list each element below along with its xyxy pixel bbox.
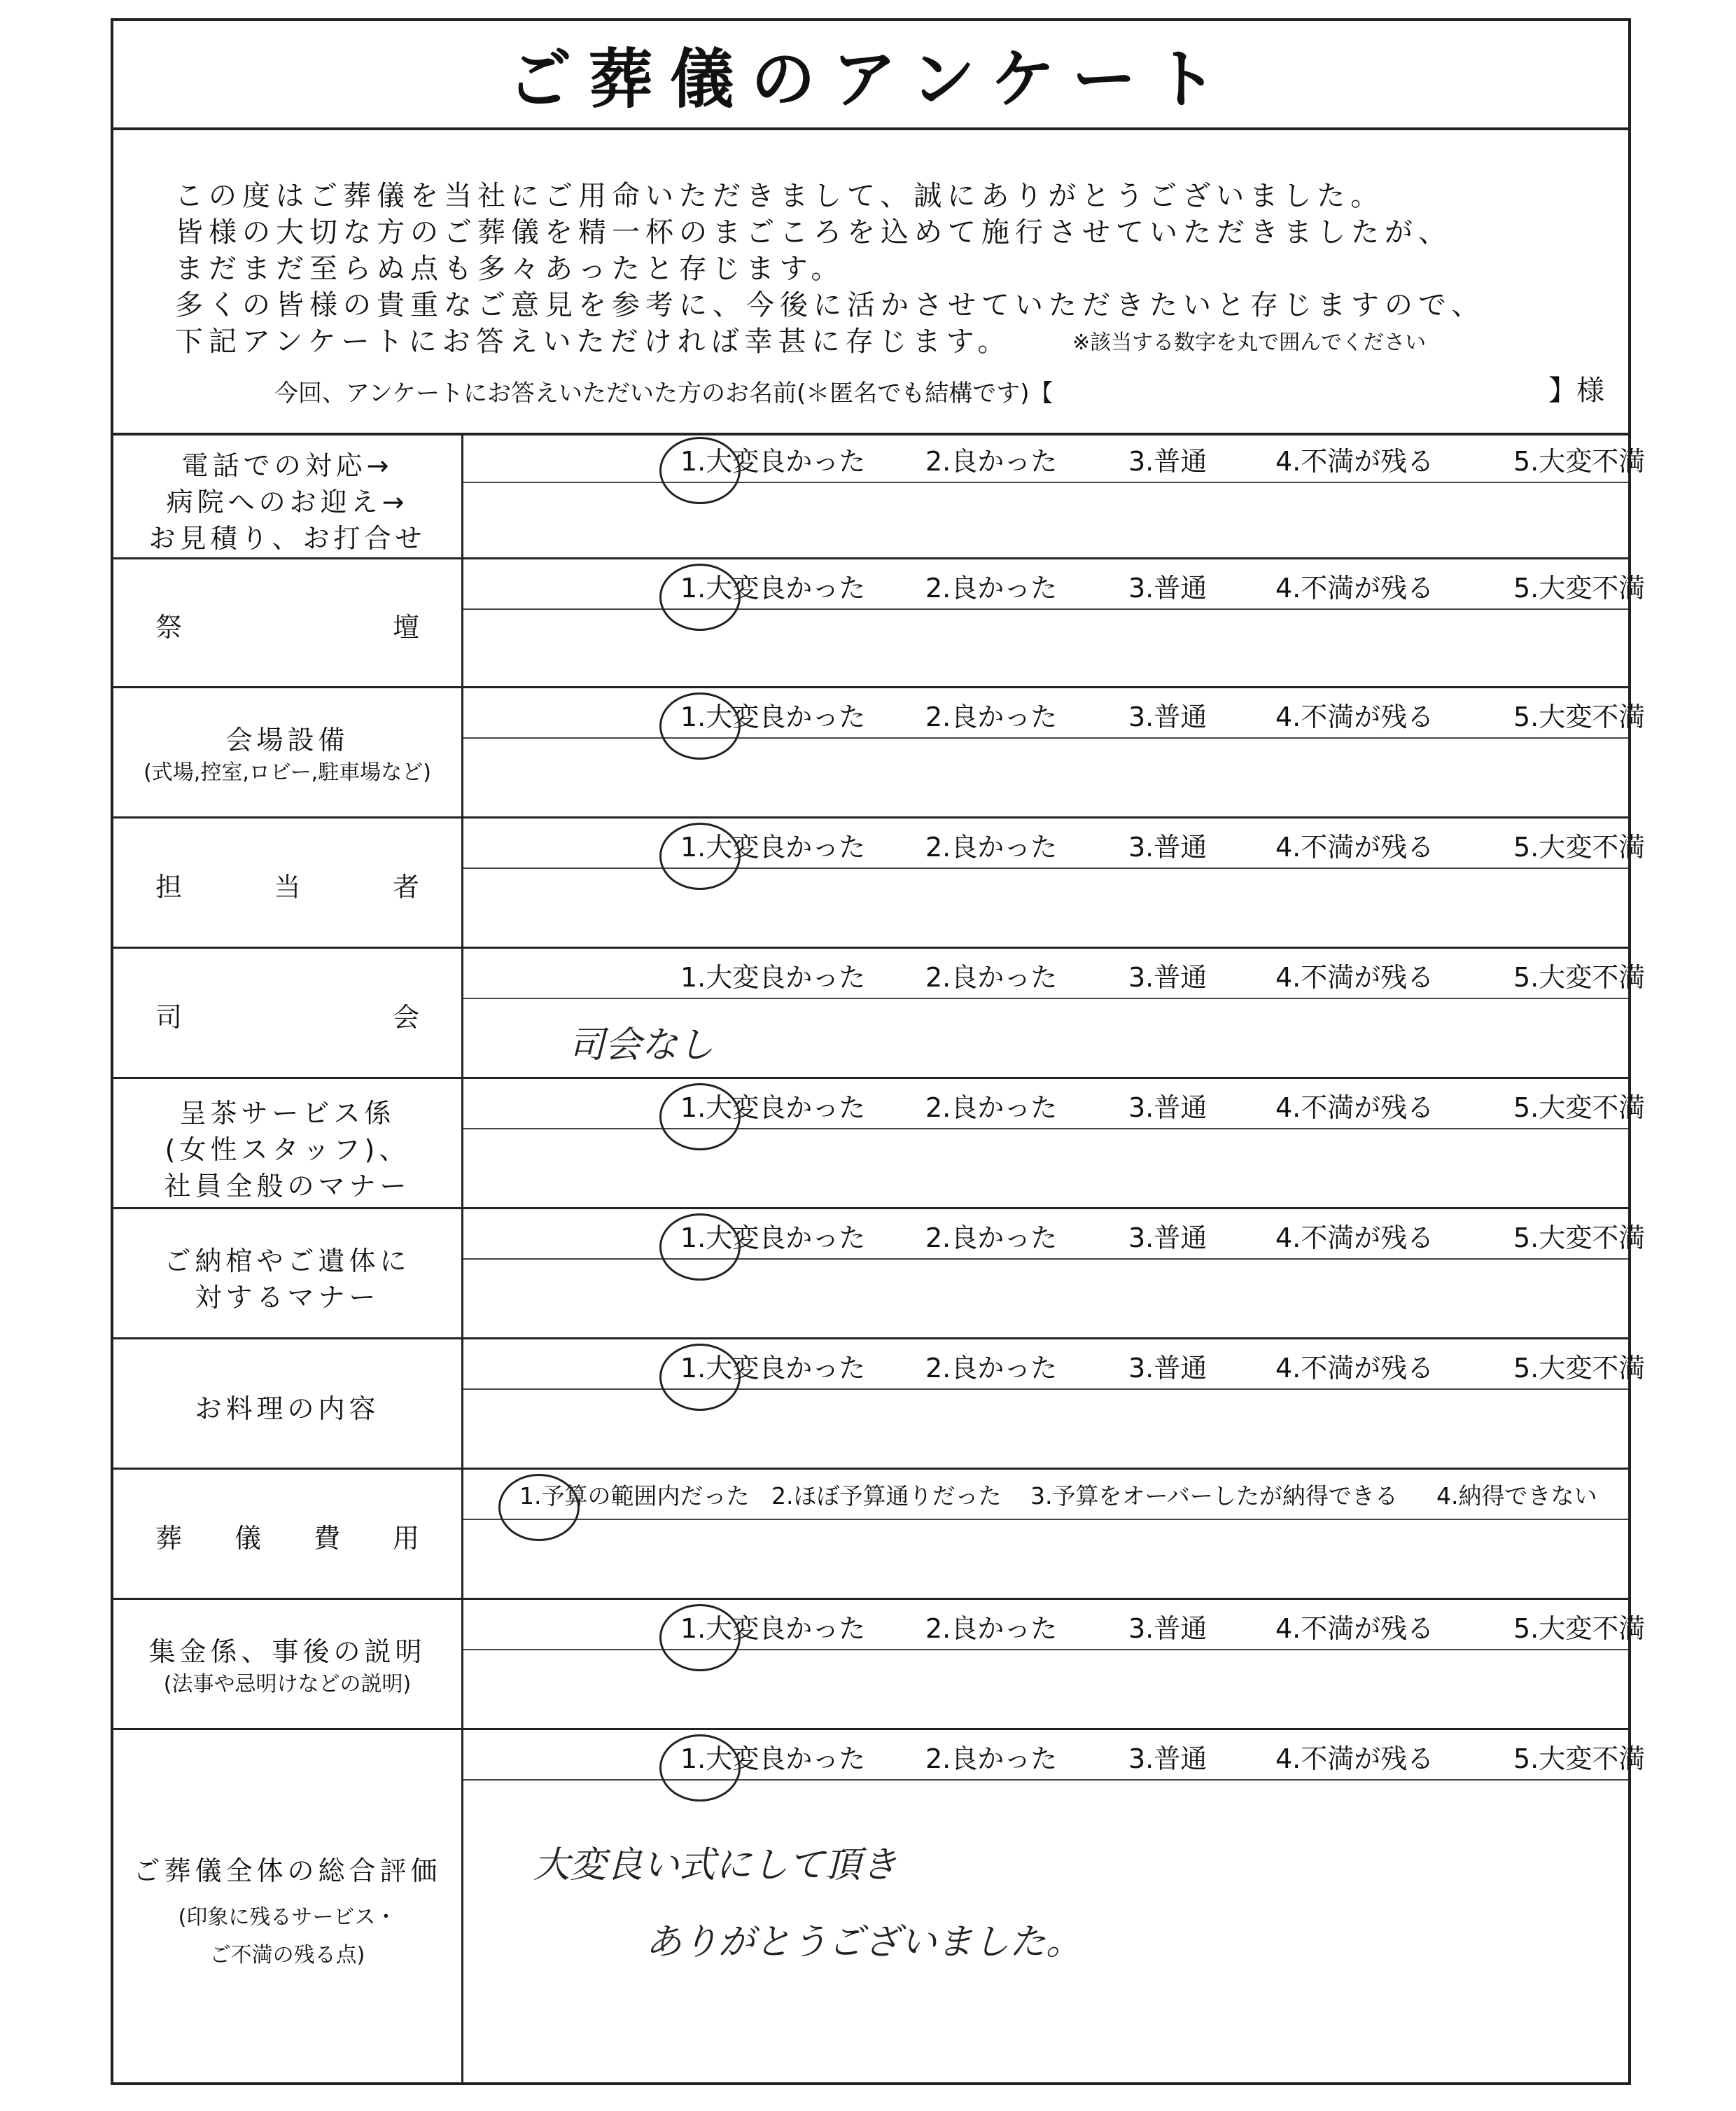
handwritten-comment: ありがとうございました。 bbox=[645, 1921, 1083, 1963]
survey-row bbox=[113, 688, 1646, 818]
row-label-char: 会 bbox=[392, 1002, 419, 1033]
rating-option-3[interactable]: 3.普通 bbox=[1128, 1222, 1208, 1253]
rating-option-4[interactable]: 4.不満が残る bbox=[1275, 446, 1434, 477]
row-label-cell bbox=[113, 949, 463, 1077]
rating-option-3[interactable]: 3.普通 bbox=[1128, 1743, 1208, 1774]
row-label-cell bbox=[113, 818, 463, 947]
row-label-cell bbox=[113, 433, 463, 557]
rating-option-1[interactable]: 1.大変良かった bbox=[680, 962, 866, 993]
selection-circle bbox=[659, 1213, 741, 1281]
row-label: お料理の内容 bbox=[195, 1393, 380, 1424]
rating-option-4[interactable]: 4.不満が残る bbox=[1275, 1092, 1434, 1123]
row-label: 集金係、事後の説明 bbox=[148, 1636, 426, 1667]
rating-option-4[interactable]: 4.不満が残る bbox=[1275, 1613, 1434, 1644]
rating-option-5[interactable]: 5.大変不満 bbox=[1513, 702, 1646, 732]
rating-options bbox=[463, 1209, 1646, 1260]
rating-option-2[interactable]: 2.良かった bbox=[925, 446, 1058, 477]
row-label: 電話での対応→ bbox=[181, 450, 393, 481]
rating-option-1[interactable]: 1.大変良かった bbox=[680, 702, 866, 732]
rating-options bbox=[463, 1730, 1646, 1781]
selection-circle bbox=[498, 1474, 580, 1541]
intro-line: まだまだ至らぬ点も多々あったと存じます。 bbox=[175, 253, 845, 285]
row-label-char: 葬 bbox=[155, 1523, 183, 1554]
rating-option-4[interactable]: 4.不満が残る bbox=[1275, 1353, 1434, 1384]
row-label: 呈茶サービス係 bbox=[179, 1098, 396, 1129]
row-label-cell bbox=[113, 1470, 463, 1598]
rating-option-4[interactable]: 4.不満が残る bbox=[1275, 702, 1434, 732]
selection-circle bbox=[659, 1344, 741, 1411]
page-title: ご葬儀のアンケート bbox=[507, 42, 1235, 117]
row-label bbox=[155, 865, 419, 904]
row-label-char: 儀 bbox=[234, 1523, 261, 1554]
rating-option-3[interactable]: 3.普通 bbox=[1128, 1613, 1208, 1644]
row-sublabel: (式場,控室,ロビー,駐車場など) bbox=[144, 760, 431, 785]
row-sublabel: (印象に残るサービス・ bbox=[178, 1905, 397, 1930]
row-label-char: 祭 bbox=[155, 612, 183, 643]
rating-option-4[interactable]: 4.不満が残る bbox=[1275, 573, 1434, 604]
row-label-cell bbox=[113, 1600, 463, 1728]
row-label bbox=[155, 1517, 419, 1555]
row-label-cell bbox=[113, 1339, 463, 1468]
rating-option-3[interactable]: 3.普通 bbox=[1128, 1092, 1208, 1123]
rating-option-5[interactable]: 5.大変不満 bbox=[1513, 1353, 1646, 1384]
intro-line: 皆様の大切な方のご葬儀を精一杯のまごころを込めて施行させていただきましたが、 bbox=[175, 216, 1452, 249]
row-label: 会場設備 bbox=[225, 725, 349, 755]
rating-option-5[interactable]: 5.大変不満 bbox=[1513, 1743, 1646, 1774]
survey-row bbox=[113, 559, 1646, 688]
row-label-char: 当 bbox=[274, 872, 301, 903]
survey-sheet bbox=[111, 18, 1646, 2085]
survey-grid bbox=[113, 433, 1646, 2082]
respondent-name-label: 今回、アンケートにお答えいただいた方のお名前(＊匿名でも結構です)【 bbox=[274, 379, 1054, 407]
rating-options bbox=[463, 1339, 1646, 1390]
row-label: 対するマナー bbox=[195, 1282, 380, 1313]
rating-options bbox=[463, 559, 1646, 610]
rating-option-2[interactable]: 2.良かった bbox=[925, 1613, 1058, 1644]
rating-options bbox=[463, 688, 1646, 739]
rating-options bbox=[463, 1079, 1646, 1129]
rating-option-5[interactable]: 5.大変不満 bbox=[1513, 573, 1646, 604]
rating-option-4[interactable]: 4.不満が残る bbox=[1275, 962, 1434, 993]
row-label-char: 担 bbox=[155, 872, 183, 903]
rating-options bbox=[463, 1600, 1646, 1650]
handwritten-comment: 大変良い式にして頂き bbox=[533, 1844, 898, 1886]
rating-option-3[interactable]: 3.普通 bbox=[1128, 962, 1208, 993]
rating-option-3[interactable]: 3.普通 bbox=[1128, 1353, 1208, 1384]
rating-option-1[interactable]: 1.大変良かった bbox=[680, 1092, 866, 1123]
survey-row bbox=[113, 818, 1646, 949]
survey-row bbox=[113, 949, 1646, 1079]
rating-option-2[interactable]: 2.良かった bbox=[925, 1092, 1058, 1123]
rating-option-3[interactable]: 3.普通 bbox=[1128, 702, 1208, 732]
rating-options bbox=[463, 818, 1646, 869]
rating-option-1[interactable]: 1.大変良かった bbox=[680, 1743, 866, 1774]
row-label-cell bbox=[113, 559, 463, 686]
row-label: ご納棺やご遺体に bbox=[164, 1246, 411, 1276]
rating-options bbox=[463, 433, 1646, 483]
row-label-char: 司 bbox=[155, 1002, 183, 1033]
survey-row bbox=[113, 1339, 1646, 1470]
rating-options bbox=[463, 1470, 1628, 1520]
rating-option-4[interactable]: 4.不満が残る bbox=[1275, 832, 1434, 863]
handwritten-comment: 司会なし bbox=[568, 1024, 715, 1066]
rating-option-5[interactable]: 5.大変不満 bbox=[1513, 1222, 1646, 1253]
row-label-char: 者 bbox=[392, 872, 419, 903]
rating-option-1[interactable]: 1.大変良かった bbox=[680, 446, 866, 477]
survey-row bbox=[113, 1209, 1646, 1339]
rating-options bbox=[463, 949, 1646, 999]
rating-option-5[interactable]: 5.大変不満 bbox=[1513, 1092, 1646, 1123]
survey-row bbox=[113, 433, 1646, 559]
rating-option-1[interactable]: 1.大変良かった bbox=[680, 832, 866, 863]
survey-row bbox=[113, 1079, 1646, 1209]
row-label: お見積り、お打合せ bbox=[148, 522, 426, 554]
rating-option-1[interactable]: 1.大変良かった bbox=[680, 573, 866, 604]
row-sublabel: (法事や忌明けなどの説明) bbox=[163, 1672, 412, 1697]
row-label-char: 壇 bbox=[392, 612, 419, 643]
title-box bbox=[113, 21, 1628, 130]
selection-circle bbox=[659, 692, 741, 760]
row-label-char: 費 bbox=[313, 1523, 340, 1554]
rating-option-2[interactable]: 2.良かった bbox=[925, 832, 1058, 863]
row-label-char: 用 bbox=[392, 1523, 419, 1554]
rating-option-5[interactable]: 5.大変不満 bbox=[1513, 832, 1646, 863]
rating-option-1[interactable]: 1.大変良かった bbox=[680, 1222, 866, 1253]
rating-option-2[interactable]: 2.良かった bbox=[925, 702, 1058, 732]
rating-option-5[interactable]: 5.大変不満 bbox=[1513, 962, 1646, 993]
rating-option-2[interactable]: 2.良かった bbox=[925, 1353, 1058, 1384]
rating-option-1[interactable]: 1.予算の範囲内だった bbox=[519, 1482, 750, 1510]
row-sublabel: ご不満の残る点) bbox=[209, 1943, 365, 1967]
row-label bbox=[155, 606, 419, 644]
selection-circle bbox=[659, 823, 741, 890]
row-label-cell bbox=[113, 1209, 463, 1337]
row-label bbox=[155, 996, 419, 1034]
rating-option-2[interactable]: 2.ほぼ予算通りだった bbox=[771, 1482, 1002, 1510]
rating-option-4[interactable]: 4.不満が残る bbox=[1275, 1743, 1434, 1774]
selection-circle bbox=[659, 1604, 741, 1671]
intro-section bbox=[113, 127, 1628, 436]
rating-option-2[interactable]: 2.良かった bbox=[925, 573, 1058, 604]
rating-option-5[interactable]: 5.大変不満 bbox=[1513, 446, 1646, 477]
selection-circle bbox=[659, 1083, 741, 1150]
row-label: 社員全般のマナー bbox=[164, 1171, 411, 1201]
intro-line: 多くの皆様の貴重なご意見を参考に、今後に活かさせていただきたいと存じますので、 bbox=[175, 289, 1485, 321]
row-label-cell bbox=[113, 1730, 463, 2084]
selection-circle bbox=[659, 437, 741, 504]
rating-option-2[interactable]: 2.良かった bbox=[925, 1743, 1058, 1774]
rating-option-1[interactable]: 1.大変良かった bbox=[680, 1353, 866, 1384]
intro-line: この度はご葬儀を当社にご用命いただきまして、誠にありがとうございました。 bbox=[175, 180, 1385, 212]
instruction-note: ※該当する数字を丸で囲んでください bbox=[1072, 330, 1427, 355]
row-label-cell bbox=[113, 1079, 463, 1207]
row-label: 病院へのお迎え→ bbox=[166, 486, 409, 517]
row-label: ご葬儀全体の総合評価 bbox=[133, 1855, 442, 1886]
row-label-cell bbox=[113, 688, 463, 816]
survey-row bbox=[113, 1470, 1628, 1600]
survey-row bbox=[113, 1730, 1646, 2084]
survey-row bbox=[113, 1600, 1646, 1730]
row-label: (女性スタッフ)、 bbox=[164, 1134, 410, 1165]
rating-option-2[interactable]: 2.良かった bbox=[925, 1222, 1058, 1253]
selection-circle bbox=[659, 1734, 741, 1802]
rating-option-2[interactable]: 2.良かった bbox=[925, 962, 1058, 993]
rating-option-3[interactable]: 3.普通 bbox=[1128, 832, 1208, 863]
intro-line: 下記アンケートにお答えいただければ幸甚に存じます。 bbox=[175, 326, 1011, 358]
rating-option-4[interactable]: 4.納得できない bbox=[1436, 1482, 1597, 1510]
selection-circle bbox=[659, 564, 741, 631]
rating-option-3[interactable]: 3.予算をオーバーしたが納得できる bbox=[1030, 1482, 1398, 1510]
rating-option-1[interactable]: 1.大変良かった bbox=[680, 1613, 866, 1644]
rating-option-3[interactable]: 3.普通 bbox=[1128, 446, 1208, 477]
respondent-name-suffix: 】様 bbox=[1548, 375, 1604, 407]
rating-option-5[interactable]: 5.大変不満 bbox=[1513, 1613, 1646, 1644]
rating-option-4[interactable]: 4.不満が残る bbox=[1275, 1222, 1434, 1253]
rating-option-3[interactable]: 3.普通 bbox=[1128, 573, 1208, 604]
